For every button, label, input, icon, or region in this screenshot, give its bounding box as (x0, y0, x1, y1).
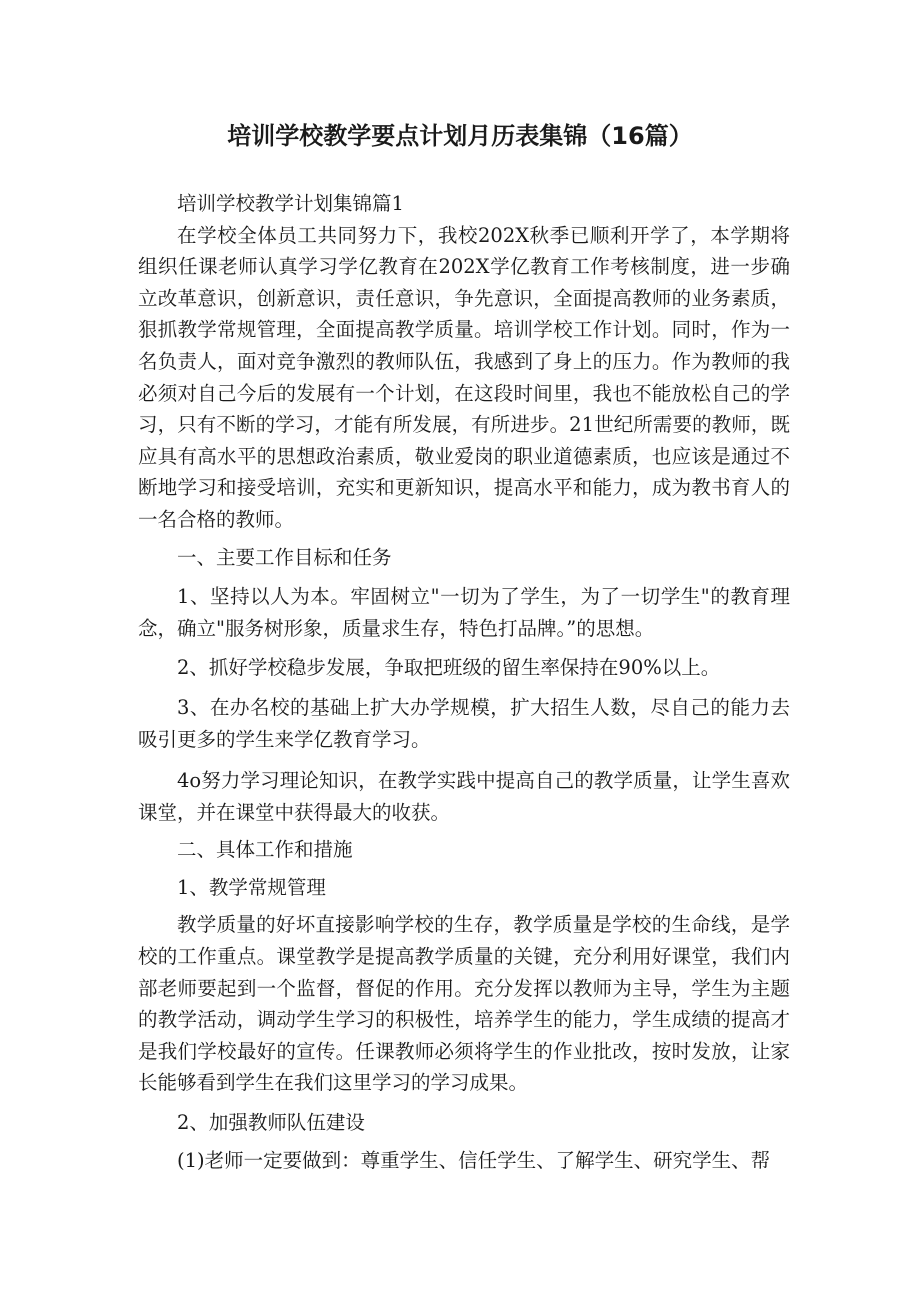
paragraph-goal-4: 4o努力学习理论知识，在教学实践中提高自己的教学质量，让学生喜欢课堂，并在课堂中获得最大的收获。 (138, 769, 790, 824)
paragraph-goal-1: 1、坚持以人为本。牢固树立"一切为了学生，为了一切学生"的教育理念，确立"服务树形象，质量求生存，特色打品牌。”的思想。 (138, 585, 790, 640)
paragraph-teacher-rule-1: (1)老师一定要做到：尊重学生、信任学生、了解学生、研究学生、帮 (177, 1148, 771, 1172)
heading-teaching-routine: 1、教学常规管理 (177, 875, 326, 899)
section-heading: 培训学校教学计划集锦篇1 (177, 192, 404, 215)
heading-teacher-team: 2、加强教师队伍建设 (177, 1111, 365, 1135)
heading-measures: 二、具体工作和措施 (177, 838, 353, 862)
document-title: 培训学校教学要点计划月历表集锦（16篇） (227, 122, 693, 150)
document-body (138, 188, 790, 1176)
heading-goals: 一、主要工作目标和任务 (177, 545, 392, 569)
paragraph-intro: 在学校全体员工共同努力下，我校202X秋季已顺利开学了，本学期将组织任课老师认真学习学亿教育在202X学亿教育工作考核制度，进一步确立改革意识，创新意识，责任意识，争先意识，全面提高教师的业务素质，狠抓教学常规管理，全面提高教学质量。培训学校工作计划。同时，作为一名负责人，面对竞争激烈的教师队伍，我感到了身上的压力。作为教师的我必须对自己今后的发展有一个计划，在这段时间里，我也不能放松自己的学习，只有不断的学习，才能有所发展，有所进步。21世纪所需要的教师，既应具有高水平的思想政治素质，敬业爱岗的职业道德素质，也应该是通过不断地学习和接受培训，充实和更新知识，提高水平和能力，成为教书育人的一名合格的教师。 (138, 223, 790, 531)
paragraph-goal-2: 2、抓好学校稳步发展，争取把班级的留生率保持在90%以上。 (177, 656, 721, 680)
paragraph-goal-3: 3、在办名校的基础上扩大办学规模，扩大招生人数，尽自己的能力去吸引更多的学生来学亿教育学习。 (138, 695, 790, 751)
paragraph-teaching-routine: 教学质量的好坏直接影响学校的生存，教学质量是学校的生命线，是学校的工作重点。课堂教学是提高教学质量的关键，充分利用好课堂，我们内部老师要起到一个监督，督促的作用。充分发挥以教师为主导，学生为主题的教学活动，调动学生学习的积极性，培养学生的能力，学生成绩的提高才是我们学校最好的宣传。任课教师必须将学生的作业批改，按时发放，让家长能够看到学生在我们这里学习的学习成果。 (138, 913, 790, 1095)
